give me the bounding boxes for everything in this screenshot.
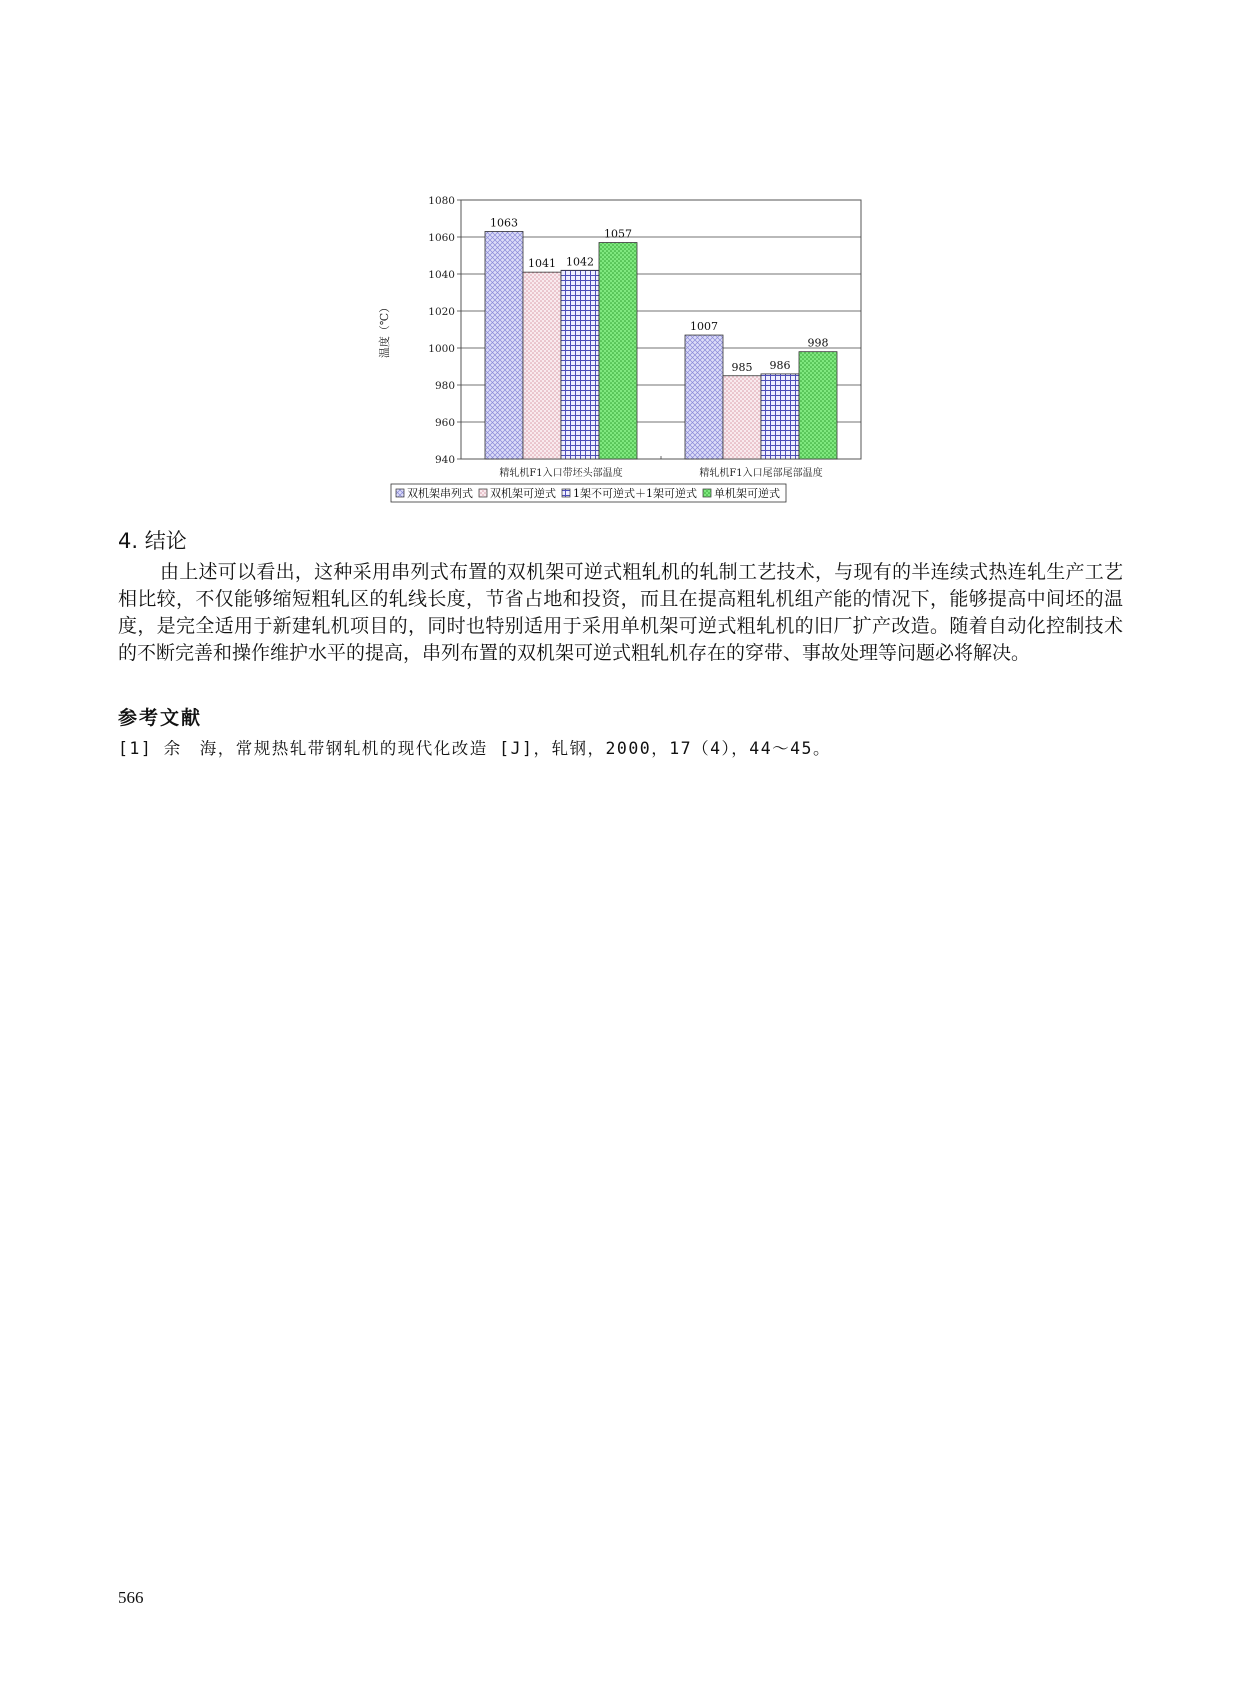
legend-swatch — [703, 489, 711, 497]
legend-swatch — [479, 489, 487, 497]
y-axis-title: 温度（℃） — [378, 301, 391, 359]
chart-legend — [391, 484, 786, 502]
y-tick-label: 960 — [434, 417, 455, 429]
bar-chart — [0, 0, 1241, 520]
section-heading: 4. 结论 — [118, 529, 187, 553]
y-tick-label: 1000 — [428, 343, 455, 355]
bar-value-label: 1057 — [604, 227, 632, 241]
bar-value-label: 986 — [769, 358, 791, 372]
bar-value-label: 1042 — [566, 255, 594, 269]
bar-value-label: 985 — [731, 360, 753, 374]
bar — [723, 376, 761, 459]
page-number: 566 — [118, 1588, 144, 1607]
legend-label: 单机架可逆式 — [714, 487, 780, 500]
y-tick-label: 1060 — [428, 232, 455, 244]
legend-swatch — [396, 489, 404, 497]
references-heading: 参考文献 — [118, 707, 203, 729]
bar-value-label: 1041 — [528, 257, 556, 271]
bar — [599, 243, 637, 459]
bar-value-label: 1007 — [690, 320, 718, 334]
y-axis-ticks — [428, 195, 461, 466]
legend-label: 双机架可逆式 — [490, 487, 556, 500]
bar-value-label: 998 — [807, 336, 829, 350]
y-tick-label: 980 — [434, 380, 455, 392]
y-tick-label: 940 — [434, 454, 455, 466]
conclusion-paragraph: 由上述可以看出，这种采用串列式布置的双机架可逆式粗轧机的轧制工艺技术，与现有的半连续式热连轧生产工艺相比较，不仅能够缩短粗轧区的轧线长度，节省占地和投资，而且在提高粗轧机组产能的情况下，能够提高中间坯的温度，是完全适用于新建轧机项目的，同时也特别适用于采用单机架可逆式粗轧机的旧厂扩产改造。随着自动化控制技术的不断完善和操作维护水平的提高，串列布置的双机架可逆式粗轧机存在的穿带、事故处理等问题必将解决。 — [118, 561, 1123, 664]
x-category-label: 精轧机F1入口带坯头部温度 — [499, 468, 623, 479]
legend-label: 双机架串列式 — [407, 487, 473, 500]
bar — [561, 270, 599, 459]
bar — [485, 231, 523, 459]
bar — [799, 352, 837, 459]
y-tick-label: 1040 — [428, 269, 455, 281]
legend-label: 1架不可逆式＋1架可逆式 — [573, 487, 697, 500]
x-category-label: 精轧机F1入口尾部尾部温度 — [699, 468, 823, 479]
y-tick-label: 1080 — [428, 195, 455, 207]
bar — [685, 335, 723, 459]
bar-value-label: 1063 — [490, 216, 518, 230]
y-tick-label: 1020 — [428, 306, 455, 318]
bar — [523, 272, 561, 459]
reference-item: [1] 余 海，常规热轧带钢轧机的现代化改造 [J]，轧钢，2000，17（4），44～45。 — [118, 739, 831, 758]
bar — [761, 374, 799, 459]
legend-swatch — [562, 489, 570, 497]
